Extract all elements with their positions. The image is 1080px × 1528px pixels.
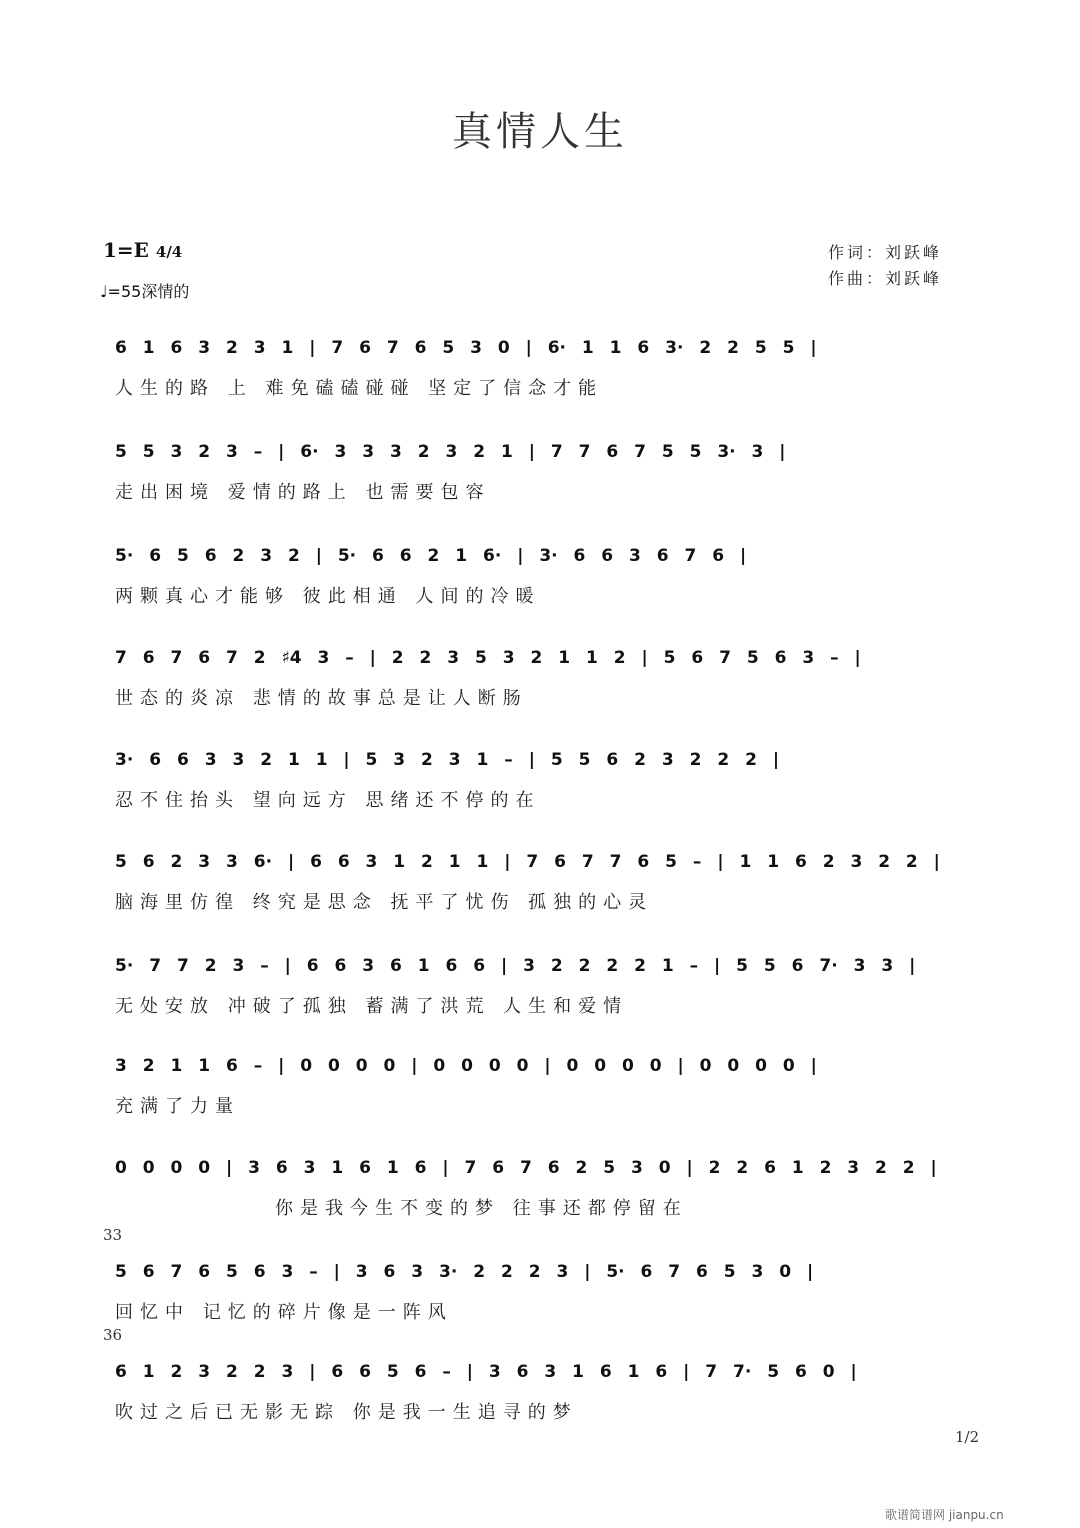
notation: 5 5 3 2 3 – | 6· 3 3 3 2 3 2 1 | 7 7 6 7 5 5 3· 3 |	[115, 442, 786, 462]
notation: 5 6 7 6 5 6 3 – | 3 6 3 3· 2 2 2 3 | 5· 6 7 6 5 3 0 |	[115, 1262, 814, 1282]
tempo-marking: ♩=55深情的	[100, 282, 190, 301]
song-title: 真情人生	[452, 109, 628, 155]
lyrics: 两颗真心才能够 彼此相通 人间的冷暖	[115, 586, 541, 607]
notation: 6 1 6 3 2 3 1 | 7 6 7 6 5 3 0 | 6· 1 1 6 3· 2 2 5 5 |	[115, 338, 817, 358]
notation: 6 1 2 3 2 2 3 | 6 6 5 6 – | 3 6 3 1 6 1 6 | 7 7· 5 6 0 |	[115, 1362, 857, 1382]
lyrics: 脑海里仿徨 终究是思念 抚平了忧伤 孤独的心灵	[115, 892, 654, 913]
watermark: 歌谱简谱网 jianpu.cn	[885, 1508, 1004, 1522]
measure-number: 33	[103, 1226, 123, 1244]
measure-number: 36	[103, 1326, 123, 1344]
lyrics: 无处安放 冲破了孤独 蓄满了洪荒 人生和爱情	[115, 996, 629, 1017]
time-signature: 4/4	[155, 243, 183, 261]
lyrics: 世态的炎凉 悲情的故事总是让人断肠	[115, 688, 528, 709]
notation: 3· 6 6 3 3 2 1 1 | 5 3 2 3 1 – | 5 5 6 2 3 2 2 2 |	[115, 750, 780, 770]
key-signature	[103, 238, 182, 262]
key-label: 1=E	[103, 238, 149, 262]
lyrics: 吹过之后已无影无踪 你是我一生追寻的梦	[115, 1402, 578, 1423]
page-number: 1/2	[955, 1428, 980, 1446]
notation: 5· 6 5 6 2 3 2 | 5· 6 6 2 1 6· | 3· 6 6 3 6 7 6 |	[115, 546, 747, 566]
lyricist-credit: 作词：刘跃峰	[828, 243, 943, 262]
notation: 3 2 1 1 6 – | 0 0 0 0 | 0 0 0 0 | 0 0 0 0 | 0 0 0 0 |	[115, 1056, 817, 1076]
notation: 0 0 0 0 | 3 6 3 1 6 1 6 | 7 6 7 6 2 5 3 0 | 2 2 6 1 2 3 2 2 |	[115, 1158, 937, 1178]
lyrics: 回忆中 记忆的碎片像是一阵风	[115, 1302, 453, 1323]
lyrics: 走出困境 爱情的路上 也需要包容	[115, 482, 491, 503]
composer-credit: 作曲：刘跃峰	[828, 269, 943, 288]
lyrics: 忍不住抬头 望向远方 思绪还不停的在	[115, 790, 541, 811]
notation: 5· 7 7 2 3 – | 6 6 3 6 1 6 6 | 3 2 2 2 2 1 – | 5 5 6 7· 3 3 |	[115, 956, 916, 976]
lyrics: 你是我今生不变的梦 往事还都停留在	[275, 1198, 688, 1219]
notation: 7 6 7 6 7 2 ♯4 3 – | 2 2 3 5 3 2 1 1 2 | 5 6 7 5 6 3 – |	[115, 648, 861, 668]
notation: 5 6 2 3 3 6· | 6 6 3 1 2 1 1 | 7 6 7 7 6 5 – | 1 1 6 2 3 2 2 |	[115, 852, 940, 872]
lyrics: 充满了力量	[115, 1096, 240, 1117]
lyrics: 人生的路 上 难免磕磕碰碰 坚定了信念才能	[115, 378, 604, 399]
